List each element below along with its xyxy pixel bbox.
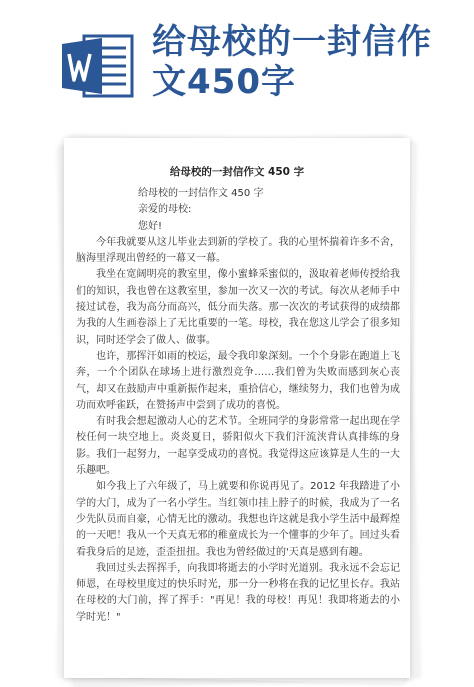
title-line-1: 给母校的一封信作 (152, 22, 432, 62)
document-body (76, 186, 400, 626)
greeting: 您好! (138, 220, 163, 232)
document-title (152, 22, 462, 102)
paragraph: 有时我会想起激动人心的艺术节。全班同学的身影常常一起出现在学校任何一块空地上。炎炎夏日，骄阳似火下我们汗流浃背认真排练的身影。我们一起努力，一起享受成功的喜悦。我觉得这应该算是人生的一大乐趣吧。 (76, 416, 400, 477)
word-document-icon (62, 34, 134, 98)
header (0, 0, 474, 120)
page-heading: 给母校的一封信作文 450 字 (169, 166, 305, 178)
paragraph: 也许，那挥汗如雨的校运，最令我印象深刻。一个个身影在跑道上飞奔，一个个团队在球场上进行激烈竞争……我们曾为失败而感到灰心丧气，却又在鼓励声中重新振作起来，重拾信心，继续努力，我们也曾为成功而欢呼雀跃，在赞扬声中尝到了成功的喜悦。 (76, 350, 400, 411)
paragraph: 今年我就要从这儿毕业去到新的学校了。我的心里怀揣着许多不舍，脑海里浮现出曾经的一幕又一幕。 (76, 236, 400, 265)
title-line-2: 文450字 (152, 62, 296, 102)
paragraph: 如今我上了六年级了，马上就要和你说再见了。2012 年我踏进了小学的大门，成为了一名小学生。当红领巾挂上脖子的时候，我成为了一名少先队员而自豪，心情无比的激动。我想也许这就是我小学生活中最辉煌的一天吧！我从一个天真无邪的稚童成长为一个懂事的少年了。回过头看看我身后的足迹，歪歪扭扭。我也为曾经做过的'天真是感到有趣。 (76, 481, 400, 558)
document-subtitle: 给母校的一封信作文 450 字 (138, 188, 264, 199)
salutation: 亲爱的母校: (138, 204, 192, 216)
paragraph: 我回过头去挥挥手，向我即将逝去的小学时光道别。我永远不会忘记师恩，在母校里度过的快乐时光，那一分一秒将在我的记忆里长存。我站在母校的大门前，挥了挥手："再见！我的母校！再见！我即将逝去的小学时光！" (76, 562, 400, 623)
paragraph: 我坐在宽阔明亮的教室里，像小蜜蜂采蜜似的，汲取着老师传授给我们的知识，我也曾在这教室里，参加一次又一次的考试。每次从老师手中接过试卷，我为高分而高兴，低分而失落。那一次次的考试获得的成绩都为我的人生画卷添上了无比重要的一笔。母校，我在您这儿学会了很多知识，同时还学会了做人、做事。 (76, 269, 400, 346)
